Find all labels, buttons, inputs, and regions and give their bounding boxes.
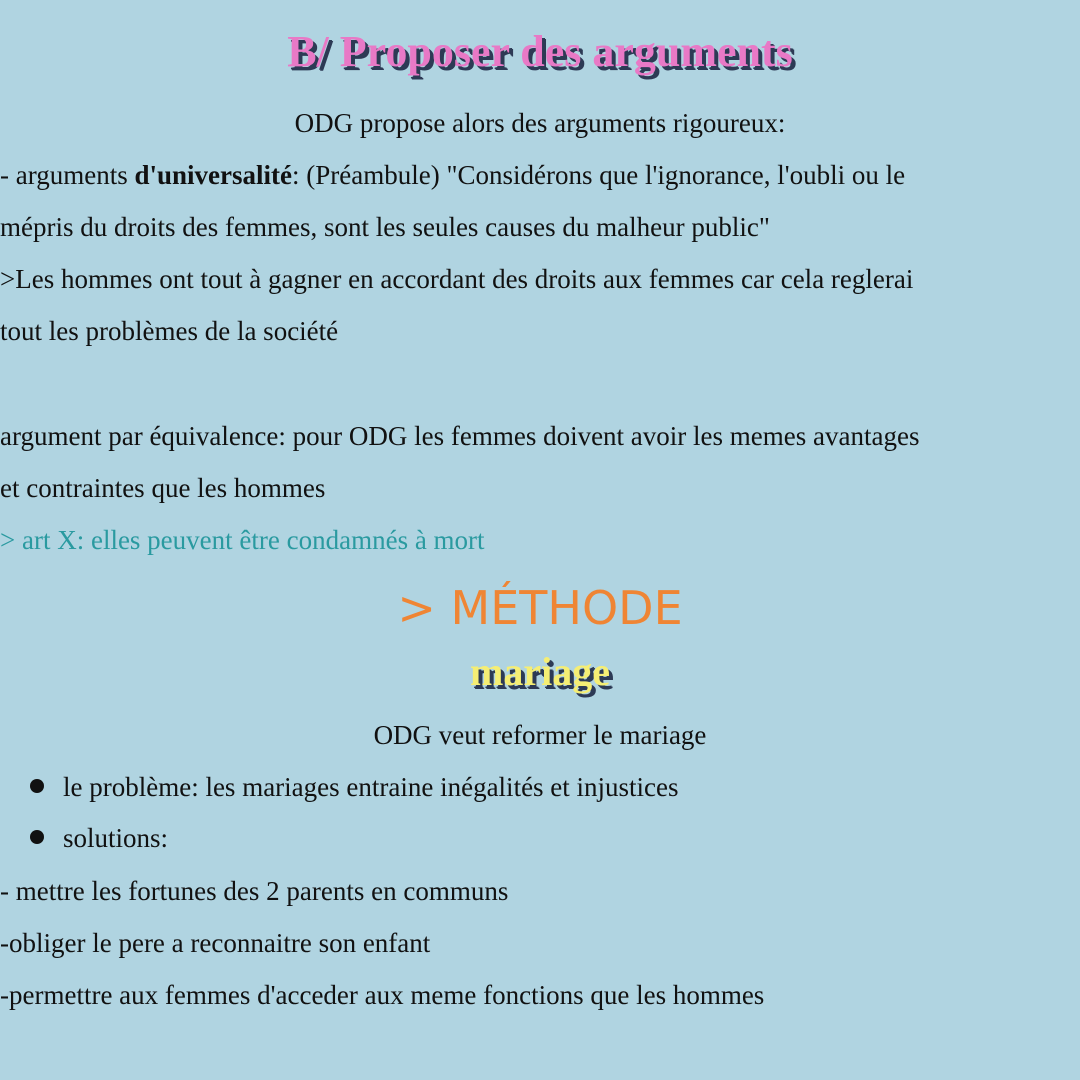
bullet-item: solutions: [63,823,169,853]
bullet-dot-icon [30,779,44,793]
argument-equivalence: argument par équivalence: pour ODG les femmes doivent avoir les memes avantages [0,421,920,451]
solution-item: -permettre aux femmes d'acceder aux meme fonctions que les hommes [0,980,765,1010]
argument-prefix: - arguments [0,160,135,190]
bullet-item: le problème: les mariages entraine inégalités et injustices [63,772,679,802]
mariage-intro: ODG veut reformer le mariage [373,720,707,750]
page-title: B/ Proposer des arguments [287,27,793,76]
intro-text: ODG propose alors des arguments rigoureux: [294,108,786,138]
argument-quote-end: mépris du droits des femmes, sont les seules causes du malheur public" [0,212,770,242]
solution-item: - mettre les fortunes des 2 parents en communs [0,876,509,906]
mariage-heading: mariage [470,649,610,694]
argument-equivalence-end: et contraintes que les hommes [0,473,326,503]
argument-universalite [0,158,905,192]
solution-item: -obliger le pere a reconnaitre son enfant [0,928,431,958]
argument-consequence: >Les hommes ont tout à gagner en accordant des droits aux femmes car cela reglerai [0,264,914,294]
argument-keyword: d'universalité [134,160,292,190]
argument-example: > art X: elles peuvent être condamnés à mort [0,525,485,555]
methode-heading: > MÉTHODE [397,581,683,635]
bullet-dot-icon [30,830,44,844]
argument-quote-start: : (Préambule) "Considérons que l'ignorance, l'oubli ou le [292,160,906,190]
argument-consequence-end: tout les problèmes de la société [0,316,339,346]
